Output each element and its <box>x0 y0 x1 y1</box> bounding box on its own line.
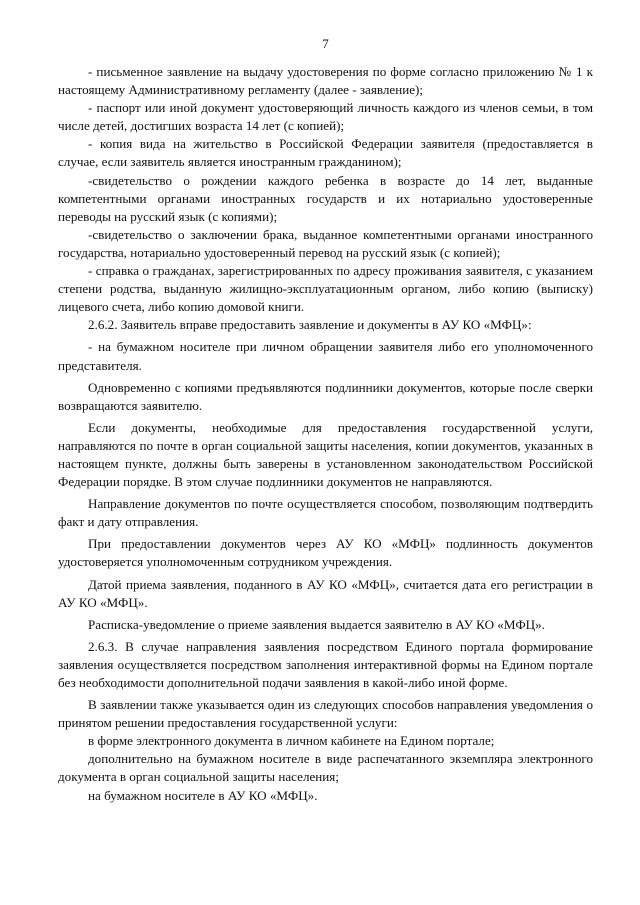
list-item-residents-certificate: - справка о гражданах, зарегистрированных по адресу проживания заявителя, с указанием степени родства, выданную жилищно-эксплуатационным органом, либо копию (выписку) лицевого счета, либо копию домовой книги. <box>58 263 593 315</box>
method-electronic: в форме электронного документа в личном кабинете на Едином портале; <box>88 733 495 749</box>
application-date-paragraph: Датой приема заявления, поданного в АУ КО «МФЦ», считается дата его регистрации в АУ КО «МФЦ». <box>58 576 593 610</box>
list-item-residence-permit: - копия вида на жительство в Российской Федерации заявителя (предоставляется в случае, если заявитель является иностранным гражданином); <box>58 136 593 170</box>
receipt-notice-paragraph: Расписка-уведомление о приеме заявления выдается заявителю в АУ КО «МФЦ». <box>88 616 545 632</box>
notification-methods-paragraph: В заявлении также указывается один из следующих способов направления уведомления о принятом решении предоставления государственной услуги: <box>58 697 593 731</box>
list-item-marriage-certificate: -свидетельство о заключении брака, выданное компетентными органами иностранного государства, нотариально удостоверенный перевод на русский язык (с копией); <box>58 226 593 260</box>
list-item-birth-certificate: -свидетельство о рождении каждого ребенка в возрасте до 14 лет, выданные компетентными органами иностранных государств и их нотариально удостоверенные переводы на русский язык (с копиями); <box>58 172 593 224</box>
originals-paragraph: Одновременно с копиями предъявляются подлинники документов, которые после сверки возвращаются заявителю. <box>58 379 593 413</box>
section-2-6-3: 2.6.3. В случае направления заявления посредством Единого портала формирование заявления осуществляется посредством заполнения интерактивной формы на Едином портале без необходимости дополнительной подачи заявления в какой-либо иной форме. <box>58 638 593 690</box>
document-page <box>58 36 593 805</box>
method-paper-copy: дополнительно на бумажном носителе в виде распечатанного экземпляра электронного документа в орган социальной защиты населения; <box>58 751 593 785</box>
section-2-6-2: 2.6.2. Заявитель вправе предоставить заявление и документы в АУ КО «МФЦ»: <box>88 317 532 333</box>
mail-method-paragraph: Направление документов по почте осуществляется способом, позволяющим подтвердить факт и дату отправления. <box>58 496 593 530</box>
list-item-application: - письменное заявление на выдачу удостоверения по форме согласно приложению № 1 к настоящему Административному регламенту (далее - заявление); <box>58 64 593 98</box>
list-item-passport: - паспорт или иной документ удостоверяющий личность каждого из членов семьи, в том числе детей, достигших возраста 14 лет (с копией); <box>58 100 593 134</box>
mail-documents-paragraph: Если документы, необходимые для предоставления государственной услуги, направляются по почте в орган социальной защиты населения, копии документов, указанных в настоящем пункте, должны быть заверены в установленном законодательством Российской Федерации порядке. В этом случае подлинники документов не направляются. <box>58 419 593 490</box>
page-number: 7 <box>322 36 329 51</box>
paper-submission-item: - на бумажном носителе при личном обращении заявителя либо его уполномоченного представителя. <box>58 339 593 373</box>
mfc-authenticity-paragraph: При предоставлении документов через АУ КО «МФЦ» подлинность документов удостоверяется уполномоченным сотрудником учреждения. <box>58 536 593 570</box>
method-paper-mfc: на бумажном носителе в АУ КО «МФЦ». <box>88 787 318 803</box>
